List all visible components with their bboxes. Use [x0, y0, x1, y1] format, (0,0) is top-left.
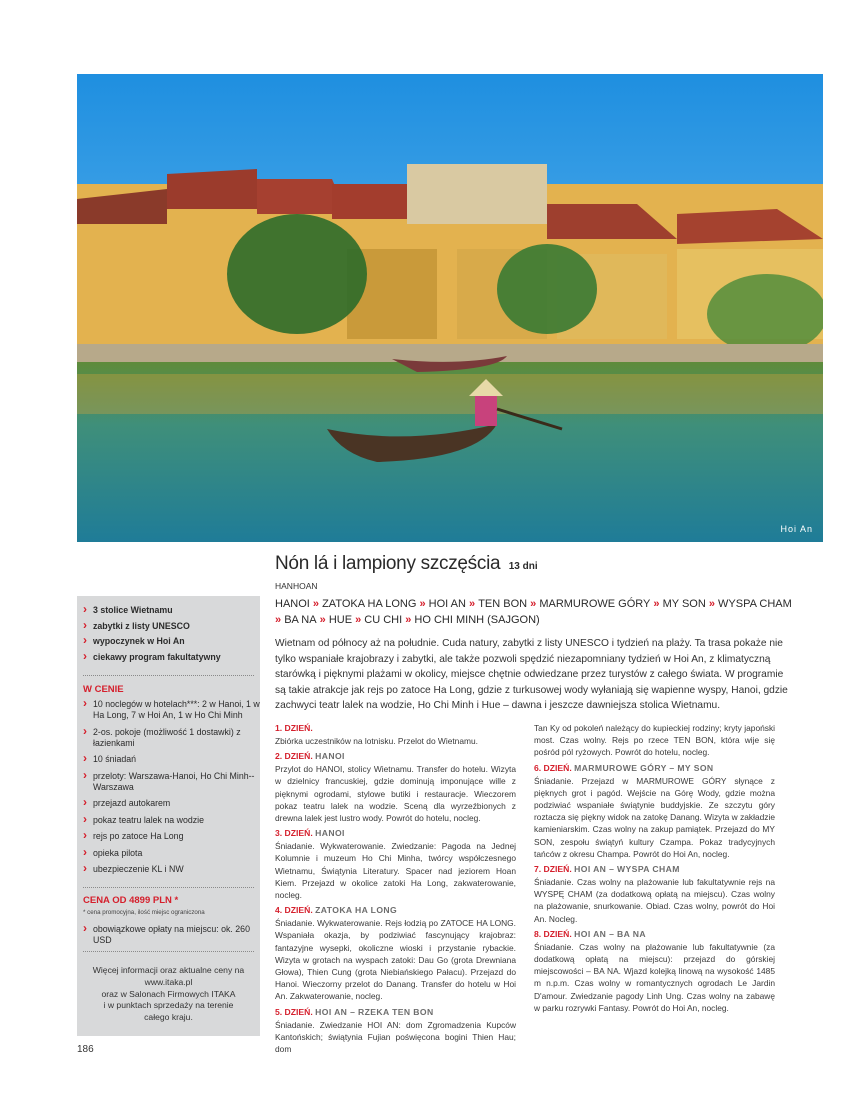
highlights-list	[77, 603, 260, 665]
day-place: HOI AN – WYSPA CHAM	[574, 864, 680, 875]
day-description: Śniadanie. Zwiedzanie HOI AN: dom Zgromadzenia Kupców Kantońskich; świątynia Fujian poświęcona bogini Thien Hau; dom	[275, 1019, 516, 1055]
itinerary-day	[534, 722, 775, 759]
route-separator: »	[402, 614, 415, 626]
info-line: całego kraju.	[144, 1012, 193, 1023]
itinerary-day	[275, 904, 516, 1002]
photo-caption: Hoi An	[780, 524, 813, 534]
trip-title: Nón lá i lampiony szczęścia	[275, 553, 501, 574]
list-item: › 10 noclegów w hotelach***: 2 w Hanoi, 1 w Ha Long, 7 w Hoi An, 1 w Ho Chi Minh	[77, 699, 260, 721]
route-separator: »	[416, 598, 429, 610]
route-stop: HUE	[328, 614, 353, 626]
route-stop: MY SON	[662, 598, 706, 610]
route-stop: HO CHI MINH (SAJGON)	[414, 614, 540, 626]
day-number: 5. DZIEŃ.	[275, 1006, 313, 1017]
day-number: 1. DZIEŃ.	[275, 723, 313, 733]
day-number: 6. DZIEŃ.	[534, 762, 572, 773]
trip-intro: Wietnam od północy aż na południe. Cuda natury, zabytki z listy UNESCO i tydzień na plaży. Ta trasa pokaże nie tylko wspaniałe krajobrazy i zabytki, ale także pozwoli spędzić niezapomniany tydzień w Hoi An, z klimatyczną starówką i pięknymi plażami w okolicy, miejsce chętnie odwiedzane przez turystów z całego świata. W programie są takie atrakcje jak rejs po zatoce Ha Long, gdzie z turkusowej wody wyłaniają się wapienne wyspy, Hanoi, gdzie zachwyci teatr lalek na wodzie, Ho Chi Minh i Hue – dawna i jeszcze dawniejsza stolica Wietnamu.	[275, 638, 788, 711]
list-item: › 10 śniadań	[77, 754, 260, 765]
list-item: › 2-os. pokoje (możliwość 1 dostawki) z łazienkami	[77, 727, 260, 749]
day-heading	[275, 722, 516, 735]
itinerary-day	[275, 827, 516, 901]
day-place: ZATOKA HA LONG	[315, 905, 398, 916]
divider	[83, 675, 254, 676]
hoi-an-river-illustration	[77, 74, 823, 542]
list-item: › ubezpieczenie KL i NW	[77, 864, 260, 875]
trip-route	[275, 596, 795, 628]
itinerary-day	[534, 762, 775, 860]
day-description: Śniadanie. Czas wolny na plażowanie lub fakultatywnie rejs na WYSPĘ CHAM (za dodatkową opłatą na miejscu). Czas wolny na plażowanie, snurkowanie. Obiad. Czas wolny, powrót do Hoi An. Nocleg.	[534, 877, 775, 924]
day-description: Śniadanie. Czas wolny na plażowanie lub fakultatywnie (za dodatkową opłatą na miejscu): przejazd do górskiej miejscowości – BA NA. Wjazd kolejką linową na wysokość 1485 m n.p.m. Czas wolny w romantycznych ogrodach Le Jardin D'amour. Zwiedzanie pagody Linh Ung. Czas wolny na zabawę w parku rozrywki Fantasy. Powrót do Hoi An, nocleg.	[534, 941, 775, 1013]
itinerary-day	[534, 863, 775, 925]
day-description: Tan Ky od pokoleń należący do kupieckiej rodziny; kryty japoński most. Czas wolny. Rejs po rzece TEN BON, która wije się pośród pól ryżowych. Powrót do hotelu, nocleg.	[534, 723, 775, 758]
day-number: 4. DZIEŃ.	[275, 905, 313, 916]
list-item: › pokaz teatru lalek na wodzie	[77, 815, 260, 826]
day-place: HOI AN – RZEKA TEN BON	[315, 1006, 434, 1017]
itinerary-day	[275, 722, 516, 747]
route-stop: MARMUROWE GÓRY	[539, 598, 651, 610]
list-item: › opieka pilota	[77, 848, 260, 859]
route-separator: »	[275, 614, 285, 626]
trip-codes: HANHOAN	[275, 581, 318, 591]
route-separator: »	[352, 614, 365, 626]
day-description: Śniadanie. Wykwaterowanie. Zwiedzanie: Pagoda na Jednej Kolumnie i muzeum Ho Chi Minha, twórcy współczesnego Wietnamu, Świątynia Literatury. Spacer nad jeziorem Hoan Kiem. Przejazd w okolice zatoki Ha Long, zakwaterowanie, nocleg.	[275, 841, 516, 901]
extra-fees-list	[77, 924, 260, 946]
page-number: 186	[77, 1044, 94, 1055]
trip-title-row	[275, 553, 538, 575]
list-item: › wypoczynek w Hoi An	[77, 634, 260, 650]
list-item: › przejazd autokarem	[77, 798, 260, 809]
hero-photo	[77, 74, 823, 542]
day-place: HANOI	[315, 751, 345, 762]
itinerary-column-right	[534, 722, 775, 1017]
route-stop: TEN BON	[478, 598, 528, 610]
route-separator: »	[650, 598, 663, 610]
trip-sidebar	[77, 596, 260, 1036]
day-number: 2. DZIEŃ.	[275, 751, 313, 762]
route-separator: »	[309, 598, 323, 610]
day-number: 7. DZIEŃ.	[534, 864, 572, 875]
list-item: › 3 stolice Wietnamu	[77, 603, 260, 619]
route-stop: BA NA	[284, 614, 317, 626]
route-stop: CU CHI	[364, 614, 403, 626]
list-item: › rejs po zatoce Ha Long	[77, 831, 260, 842]
info-line: oraz w Salonach Firmowych ITAKA	[101, 988, 236, 999]
included-list	[77, 699, 260, 881]
day-number: 8. DZIEŃ.	[534, 928, 572, 939]
info-line: i w punktach sprzedaży na terenie	[103, 1000, 234, 1011]
info-block	[83, 965, 254, 1024]
day-heading	[534, 762, 775, 775]
route-stop: HOI AN	[428, 598, 466, 610]
itinerary-day	[534, 928, 775, 1014]
day-place: HANOI	[315, 828, 345, 839]
route-separator: »	[705, 598, 719, 610]
route-separator: »	[316, 614, 329, 626]
day-place: HOI AN – BA NA	[574, 928, 646, 939]
day-heading	[534, 928, 775, 941]
day-heading	[534, 863, 775, 876]
day-heading	[275, 827, 516, 840]
list-item: › obowiązkowe opłaty na miejscu: ok. 260 USD	[77, 924, 260, 946]
itinerary-day	[275, 750, 516, 824]
info-line: www.itaka.pl	[144, 976, 193, 987]
route-stop: HANOI	[275, 598, 310, 610]
route-stop: ZATOKA HA LONG	[322, 598, 417, 610]
day-heading	[275, 904, 516, 917]
info-line: Więcej informacji oraz aktualne ceny na	[92, 965, 245, 975]
itinerary-column-left	[275, 722, 516, 1058]
route-stop: WYSPA CHAM	[718, 598, 792, 610]
list-item: › przeloty: Warszawa-Hanoi, Ho Chi Minh--Warszawa	[77, 771, 260, 793]
day-heading	[275, 1006, 516, 1019]
day-description: Śniadanie. Przejazd w MARMUROWE GÓRY słynące z pięknych grot i pagód. Wejście na Górę Wody, gdzie można podziwiać wspaniałe świątynie buddyjskie. Ze szczytu góry roztacza się piękny widok na zatokę Danang. Wizyta w zakładzie kamieniarskim. Czas wolny na zakup pamiątek. Przejazd do MY SON, zespołu świątyń kultury Czampa. Pokaz tradycyjnych tańców z okresu Champa. Powrót do Hoi An, nocleg.	[534, 775, 775, 859]
day-description: Zbiórka uczestników na lotnisku. Przelot do Wietnamu.	[275, 736, 478, 746]
price-heading: CENA OD 4899 PLN *	[83, 895, 179, 906]
itinerary-day	[275, 1006, 516, 1056]
trip-duration: 13 dni	[508, 561, 538, 572]
route-separator: »	[465, 598, 479, 610]
day-description: Śniadanie. Wykwaterowanie. Rejs łodzią po ZATOCE HA LONG. Wspaniała okazja, by podziwiać fascynujący krajobraz: fantazyjne wysepki, okoliczne wioski i przystanie rybackie. Wizyta w grotach na wyspach zatoki: Dau Go (grota Drewniana Głowa), Thien Cung (grota Niebiańskiego Pałacu). Przejazd do Hanoi. Wieczorny przelot do Danang. Transfer do hotelu w Hoi An. Zakwaterowanie, nocleg.	[275, 918, 516, 1002]
divider	[83, 887, 254, 888]
route-separator: »	[527, 598, 540, 610]
day-number: 3. DZIEŃ.	[275, 828, 313, 839]
divider	[83, 951, 254, 952]
list-item: › zabytki z listy UNESCO	[77, 619, 260, 635]
list-item: › ciekawy program fakultatywny	[77, 650, 260, 666]
day-heading	[275, 750, 516, 763]
day-description: Przylot do HANOI, stolicy Wietnamu. Transfer do hotelu. Wizyta w dzielnicy francuskiej, gdzie dominują imponujące wille z pięknymi ogrodami, stylowe butiki i restauracje. Wieczorem pokaz teatru lalek na wodzie. Sceną dla wyrzeźbionych z drewna lalek jest lustro wody. Powrót do hotelu, nocleg.	[275, 764, 516, 824]
included-heading: W CENIE	[83, 684, 124, 695]
price-note: * cena promocyjna, ilość miejsc ograniczona	[83, 909, 205, 916]
day-place: MARMUROWE GÓRY – MY SON	[574, 762, 714, 773]
